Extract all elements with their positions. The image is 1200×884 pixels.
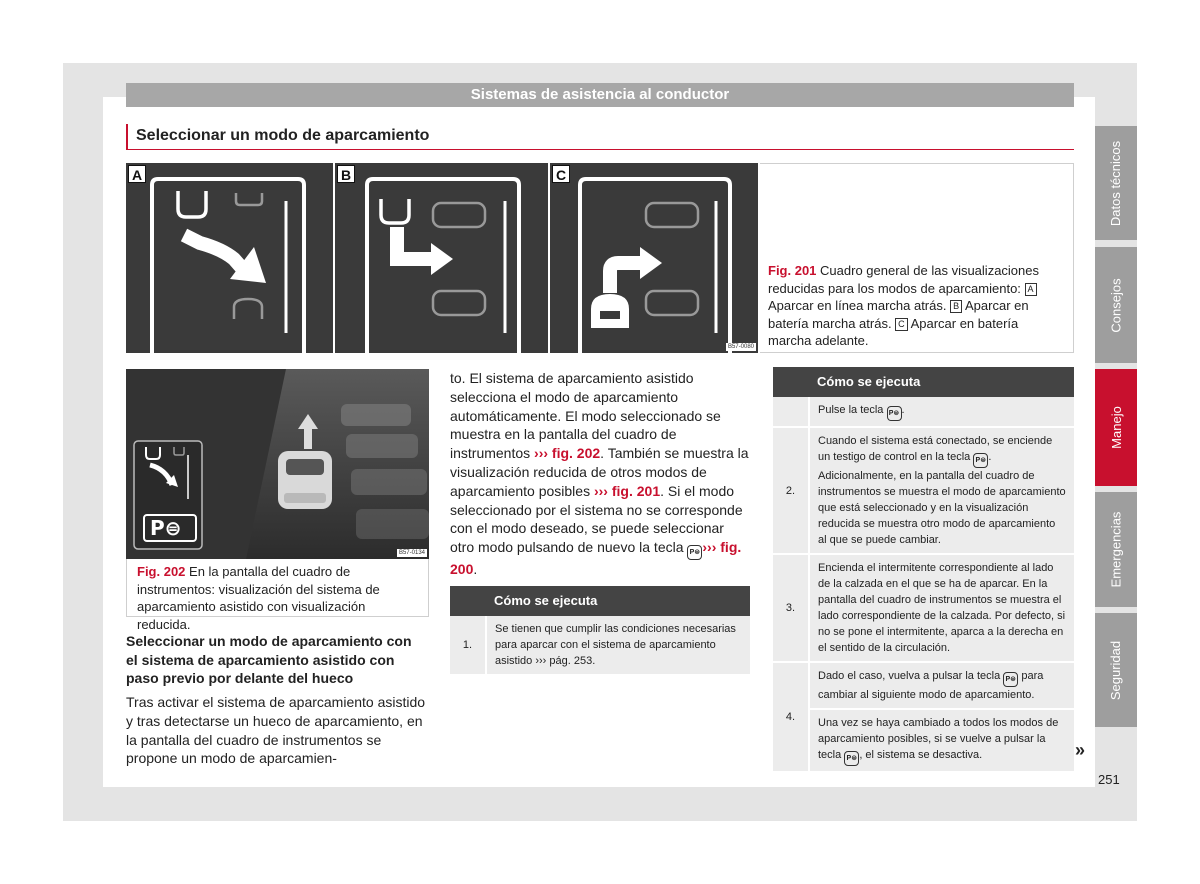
table-row: 4. Dado el caso, vuelva a pulsar la tecla P⊜ para cambiar al siguiente modo de aparcamiento.: [773, 662, 1074, 709]
park-assist-icon: P⊜: [150, 516, 182, 540]
park-key-icon: P⊜: [687, 545, 702, 560]
fig200-link[interactable]: ››› fig. 200: [450, 539, 742, 578]
tab-seguridad[interactable]: Seguridad: [1095, 613, 1137, 727]
tab-datos-tecnicos[interactable]: Datos técnicos: [1095, 126, 1137, 240]
park-key-icon: P⊜: [844, 751, 859, 766]
park-key-icon: P⊜: [973, 453, 988, 468]
parallel-parking-reverse-illustration: [126, 163, 333, 353]
table-header: Cómo se ejecuta: [809, 367, 1074, 397]
fig201-caption: Fig. 201 Cuadro general de las visualizaciones reducidas para los modos de aparcamiento: A Aparcar en línea marcha atrás. B Aparcar en batería marcha atrás. C Aparcar en batería marcha adelante.: [760, 163, 1074, 353]
perpendicular-parking-forward-illustration: [550, 163, 758, 353]
tab-emergencias[interactable]: Emergencias: [1095, 492, 1137, 607]
fig202-caption: Fig. 202 En la pantalla del cuadro de instrumentos: visualización del sistema de aparcamiento asistido con visualización reducida.: [126, 559, 429, 617]
chapter-header: Sistemas de asistencia al conductor: [126, 83, 1074, 107]
fig202-instrument-display: P⊜ B57-0134: [126, 369, 429, 559]
body-paragraph-middle: to. El sistema de aparcamiento asistido selecciona el modo de aparcamiento automáticamente. El modo seleccionado se muestra en la pantalla del cuadro de instrumentos ››› fig. 202. También se muestra la visualización reducida de otros modos de aparcamiento posibles ››› fig. 201. Si el modo seleccionado por el sistema no se corresponde con el modo deseado, se puede seleccionar otro modo pulsando de nuevo la tecla P⊜ ››› fig. 200.: [450, 370, 749, 578]
fig201-link[interactable]: ››› fig. 201: [593, 482, 661, 499]
fig201-panel-b: B: [335, 163, 548, 353]
table-header: Cómo se ejecuta: [486, 586, 750, 616]
steps-table-middle: [450, 586, 750, 676]
steps-table-right: [773, 367, 1074, 773]
tab-consejos[interactable]: Consejos: [1095, 247, 1137, 363]
table-row: 1. Se tienen que cumplir las condiciones necesarias para aparcar con el sistema de aparcamiento asistido ››› pág. 253.: [450, 616, 750, 675]
fig201-panel-a: A: [126, 163, 333, 353]
table-row: Una vez se haya cambiado a todos los modos de aparcamiento posibles, si se vuelve a pulsar la tecla P⊜ , el sistema se desactiva.: [773, 709, 1074, 772]
park-key-icon: P⊜: [1003, 672, 1018, 687]
page-number: 251: [1098, 772, 1120, 787]
body-paragraph-left: Tras activar el sistema de aparcamiento asistido y tras detectarse un hueco de aparcamiento, en la pantalla del cuadro de instrumentos se propone un modo de aparcamien-: [126, 694, 426, 767]
continue-marker: »: [1075, 740, 1086, 760]
section-title: Seleccionar un modo de aparcamiento: [126, 124, 1074, 150]
table-row: 2. Cuando el sistema está conectado, se enciende un testigo de control en la tecla P⊜ . Adicionalmente, en la pantalla del cuadro de instrumentos se muestra el modo de aparcamiento que está seleccionado y en la visualización reducida se muestra otro modo de aparcamiento al que se puede cambiar.: [773, 427, 1074, 554]
park-key-icon: P⊜: [887, 406, 902, 421]
subheading: Seleccionar un modo de aparcamiento con el sistema de aparcamiento asistido con paso previo por delante del hueco: [126, 633, 412, 686]
fig202-link[interactable]: ››› fig. 202: [534, 445, 601, 462]
fig201-panel-c: C B57-0080: [550, 163, 758, 353]
perpendicular-parking-reverse-illustration: [335, 163, 548, 353]
table-row: Pulse la tecla P⊜ .: [773, 397, 1074, 427]
tab-manejo[interactable]: Manejo: [1095, 369, 1137, 486]
table-row: 3. Encienda el intermitente correspondiente al lado de la calzada en el que se ha de aparcar. En la pantalla del cuadro de instrumentos se muestra el lado correspondiente de la calzada. Por defecto, si no se pone el intermitente, aparca a la derecha en el sentido de la circulación.: [773, 554, 1074, 662]
